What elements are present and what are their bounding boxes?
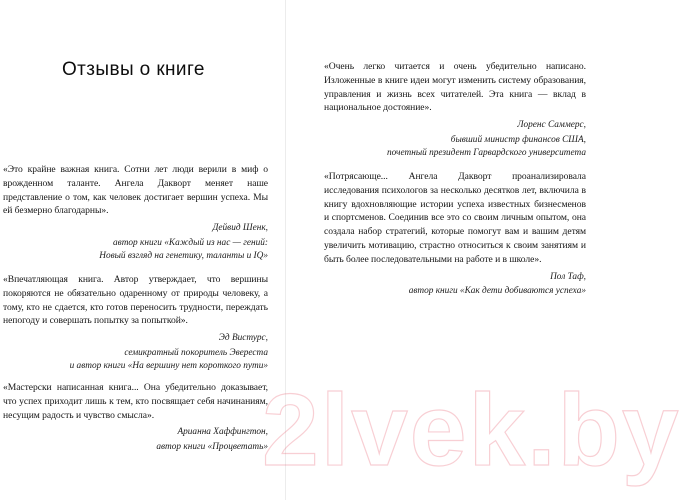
- attribution-name: Эд Вистурс,: [218, 333, 268, 344]
- review-quote: «Впечатляющая книга. Автор утверждает, что вершины покоряются не обязательно одаренному от природы человеку, а тому, кто не сдается, кто готов переносить трудности, переждать непогоду и совершать попытку за попыткой».: [3, 274, 268, 327]
- attribution-detail: автор книги «Каждый из нас — гений:: [113, 237, 268, 248]
- attribution-name: Дейвид Шенк,: [212, 223, 268, 234]
- review-attribution: [324, 119, 586, 159]
- left-page: [0, 0, 286, 500]
- review-item: [324, 60, 586, 160]
- attribution-detail: и автор книги «На вершину нет короткого пути»: [69, 360, 268, 371]
- review-attribution: [3, 222, 268, 262]
- attribution-detail: автор книги «Как дети добиваются успеха»: [408, 286, 586, 297]
- review-item: [3, 381, 268, 454]
- review-attribution: [3, 332, 268, 372]
- review-item: [3, 163, 268, 263]
- attribution-detail: бывший министр финансов США,: [450, 134, 586, 145]
- right-page: [286, 0, 600, 500]
- review-quote: «Это крайне важная книга. Сотни лет люди верили в миф о врожденном таланте. Ангела Дакворт меняет наше представление о том, как человек достигает вершин успеха. Мы ей безмерно благодарны».: [3, 164, 268, 217]
- review-attribution: [3, 426, 268, 454]
- attribution-detail: Новый взгляд на генетику, таланты и IQ»: [99, 250, 268, 261]
- review-item: [324, 170, 586, 298]
- attribution-name: Арианна Хаффингтон,: [177, 427, 268, 438]
- review-quote: «Очень легко читается и очень убедительно написано. Изложенные в книге идеи могут изменить систему образования, управления и жизнь всех читателей. Эта книга — вклад в национальное достояние».: [324, 61, 586, 114]
- review-quote: «Мастерски написанная книга... Она убедительно доказывает, что успех приходит лишь к тем, кто посвящает себя начинаниям, несущим радость и чувство смысла».: [3, 382, 268, 421]
- page-heading: Отзывы о книге: [62, 59, 205, 80]
- review-item: [3, 273, 268, 373]
- review-attribution: [324, 271, 586, 299]
- attribution-name: Пол Таф,: [550, 271, 586, 282]
- attribution-detail: семикратный покоритель Эвереста: [124, 347, 268, 358]
- attribution-name: Лоренс Саммерс,: [517, 120, 586, 131]
- attribution-detail: автор книги «Процветать»: [156, 442, 268, 453]
- review-quote: «Потрясающе... Ангела Дакворт проанализировала исследования психологов за несколько десятков лет, включила в книгу вдохновляющие истории успеха известных бизнесменов и спортсменов. Соединив все это со своим личным опытом, она создала набор стратегий, которые помогут вам и вашим детям увеличить мотивацию, страстно относиться к своим занятиям и быть более последовательными на работе и в школе».: [324, 171, 586, 265]
- attribution-detail: почетный президент Гарвардского университета: [387, 147, 586, 158]
